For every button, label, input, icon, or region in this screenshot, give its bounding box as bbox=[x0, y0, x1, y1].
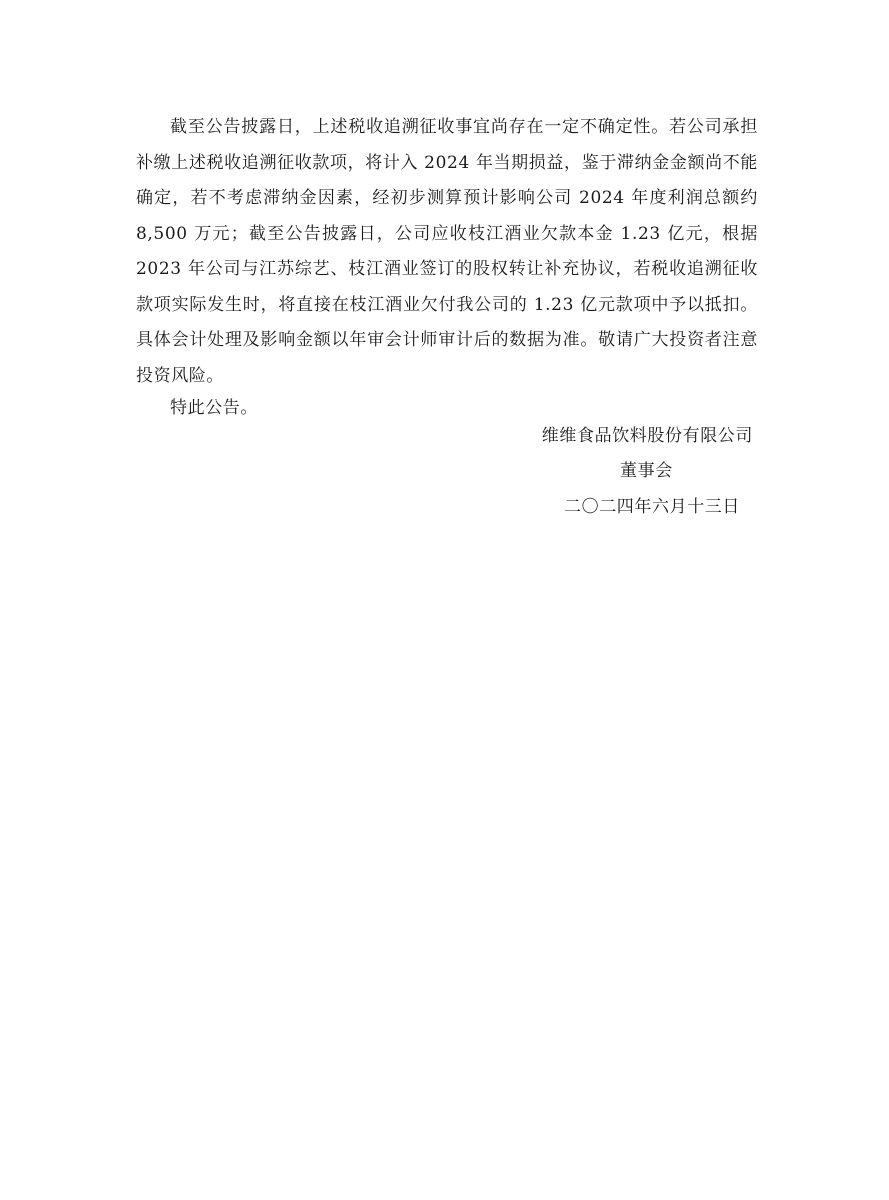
announcement-body bbox=[136, 110, 758, 394]
signature-company: 维维食品饮料股份有限公司 bbox=[541, 426, 753, 446]
signature-board: 董事会 bbox=[620, 461, 673, 481]
announcement-paragraph: 截至公告披露日，上述税收追溯征收事宜尚存在一定不确定性。若公司承担补缴上述税收追溯征收款项，将计入 2024 年当期损益，鉴于滞纳金金额尚不能确定，若不考虑滞纳金因素，经初步测算预计影响公司 2024 年度利润总额约 8,500 万元；截至公告披露日，公司应收枝江酒业欠款本金 1.23 亿元，根据 2023 年公司与江苏综艺、枝江酒业签订的股权转让补充协议，若税收追溯征收款项实际发生时，将直接在枝江酒业欠付我公司的 1.23 亿元款项中予以抵扣。具体会计处理及影响金额以年审会计师审计后的数据为准。敬请广大投资者注意投资风险。 bbox=[136, 117, 758, 386]
closing-statement: 特此公告。 bbox=[170, 398, 258, 418]
signature-date: 二〇二四年六月十三日 bbox=[564, 497, 740, 517]
